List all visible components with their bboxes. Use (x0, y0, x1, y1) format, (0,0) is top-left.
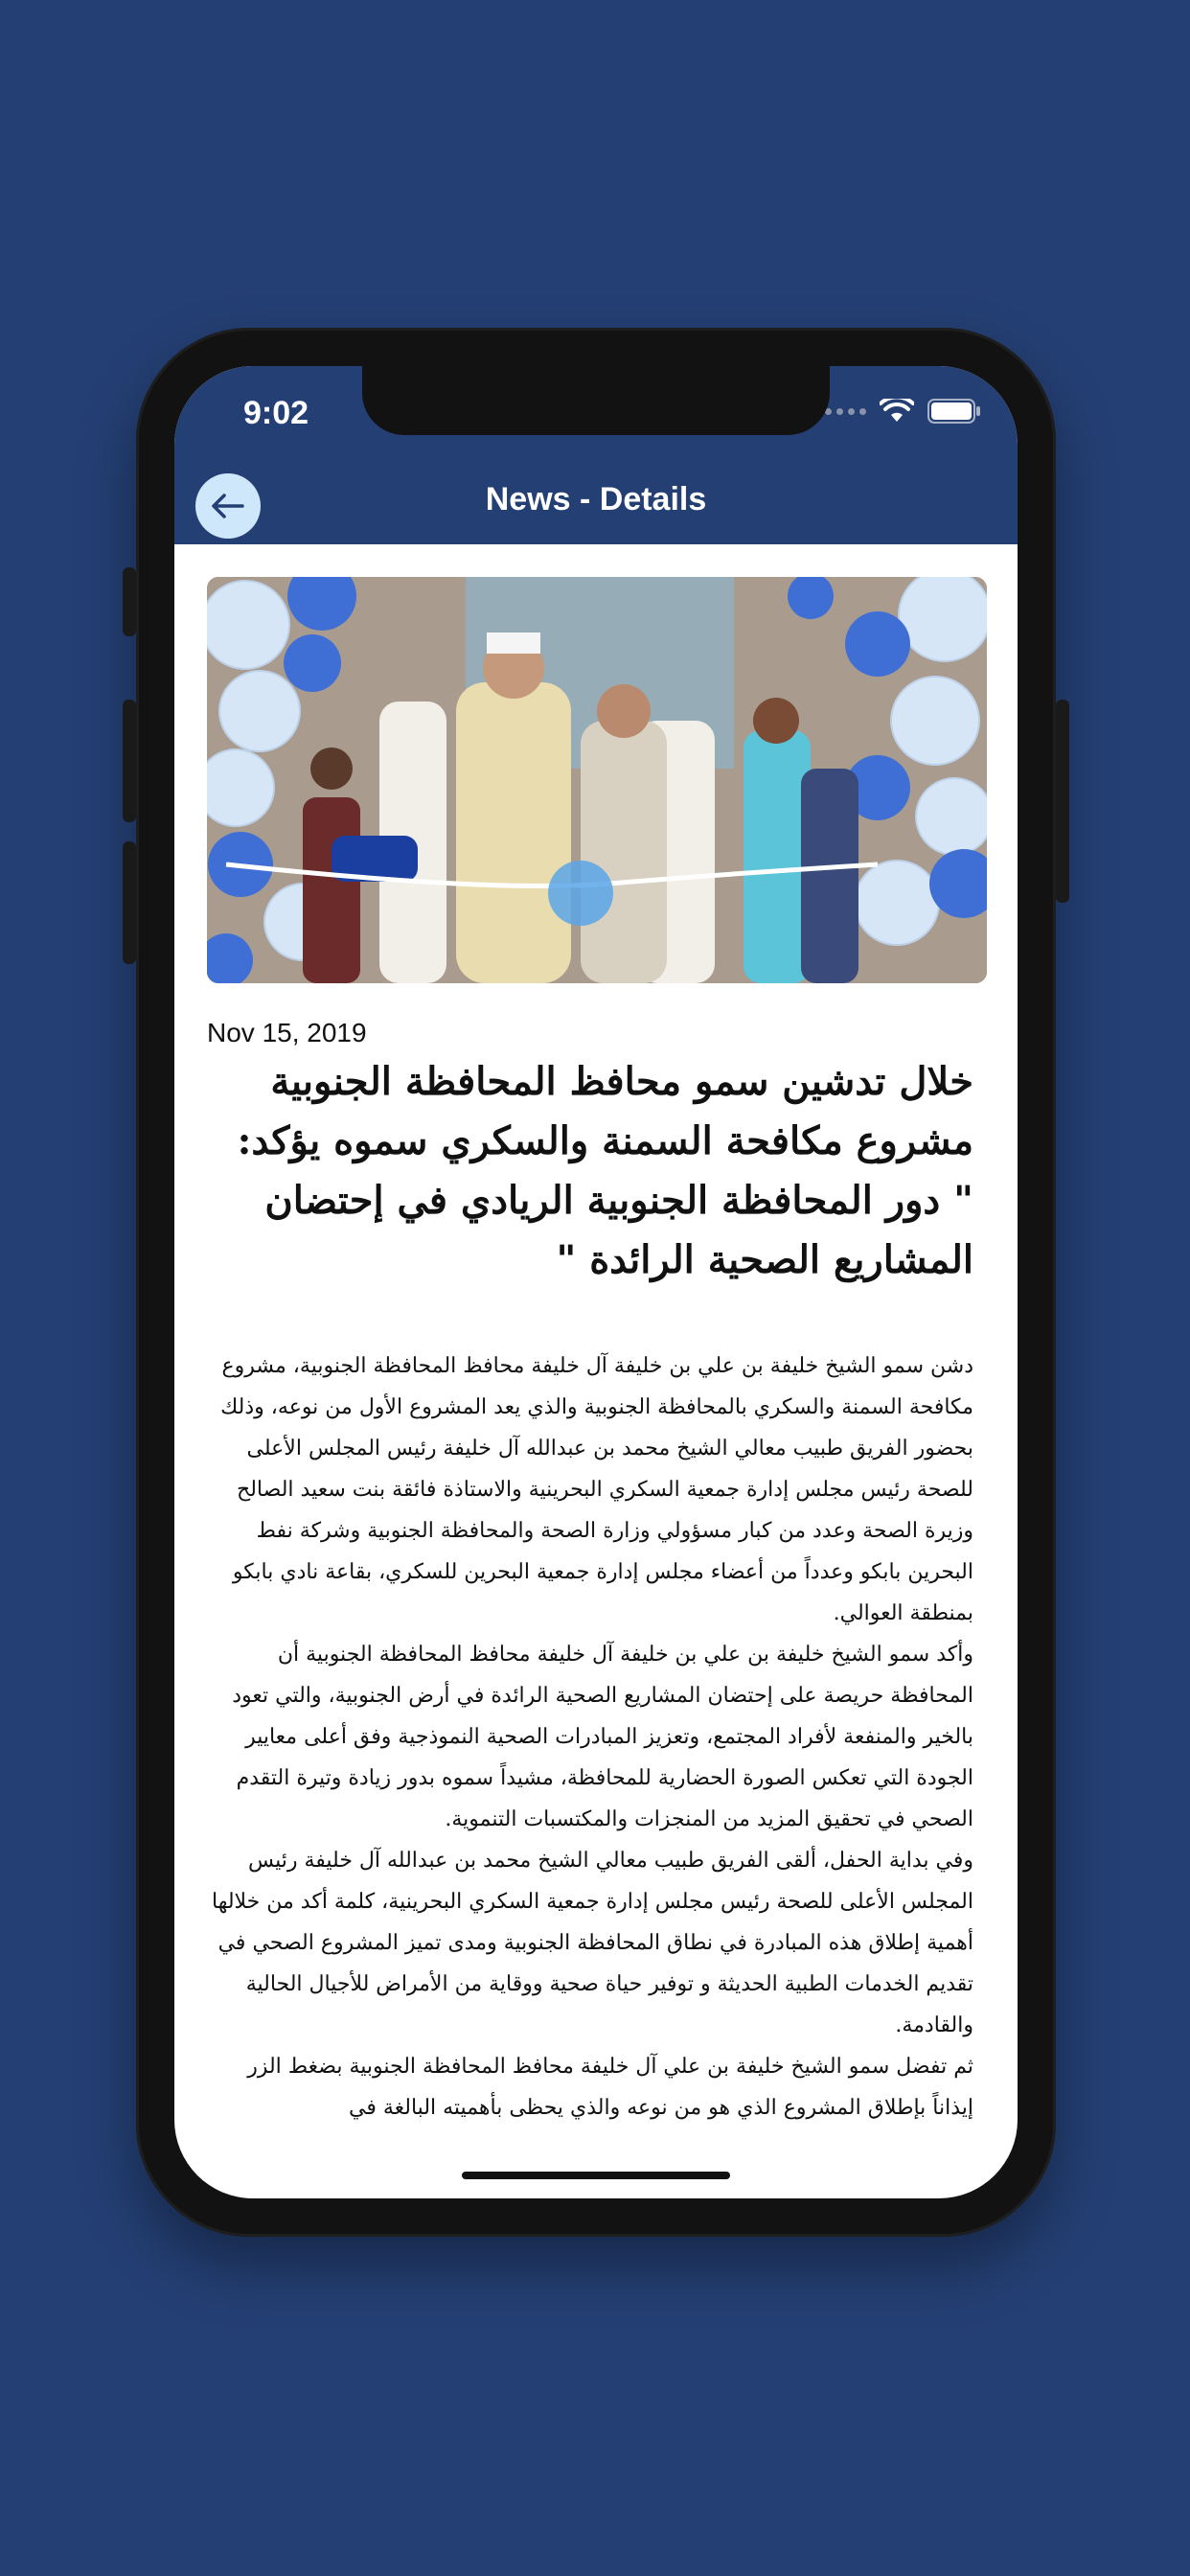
screen (174, 366, 1018, 2198)
notch (362, 366, 830, 435)
article-photo-illustration (207, 577, 987, 983)
volume-down-button (123, 841, 136, 964)
status-icons (825, 399, 981, 424)
article-body: دشن سمو الشيخ خليفة بن علي بن خليفة آل خليفة محافظ المحافظة الجنوبية، مشروع مكافحة السمنة والسكري بالمحافظة الجنوبية والذي يعد المشروع الأول من نوعه، وذلك بحضور الفريق طبيب معالي الشيخ محمد بن عبدالله آل خليفة رئيس المجلس الأعلى للصحة رئيس مجلس إدارة جمعية السكري البحرينية والاستاذة فائقة بنت سعيد الصالح وزيرة الصحة وعدد من كبار مسؤولي وزارة الصحة والمحافظة الجنوبية وشركة نفط البحرين بابكو وعدداً من أعضاء مجلس إدارة جمعية البحرين للسكري، بقاعة نادي بابكو بمنطقة العوالي. وأكد سمو الشيخ خليفة بن علي بن خليفة آل خليفة محافظ المحافظة الجنوبية أن المحافظة حريصة على إحتضان المشاريع الصحية الرائدة في أرض الجنوبية، والتي تعود بالخير والمنفعة لأفراد المجتمع، وتعزيز المبادرات الصحية النموذجية وفق أعلى معايير الجودة التي تعكس الصورة الحضارية للمحافظة، مشيداً سموه بدور زيادة وتيرة التقدم الصحي في تحقيق المزيد من المنجزات والمكتسبات التنموية. وفي بداية الحفل، ألقى الفريق طبيب معالي الشيخ محمد بن عبدالله آل خليفة رئيس المجلس الأعلى للصحة رئيس مجلس إدارة جمعية السكري البحرينية، كلمة أكد من خلالها أهمية إطلاق هذه المبادرة في نطاق المحافظة الجنوبية ومدى تميز المشروع الصحي في تقديم الخدمات الطبية الحديثة و توفير حياة صحية ووقاية من الأمراض للأجيال الحالية والقادمة. ثم تفضل سمو الشيخ خليفة بن علي آل خليفة محافظ المحافظة الجنوبية بضغط الزر إيذاناً بإطلاق المشروع الذي هو من نوعه والذي يحظى بأهميته البالغة في (212, 1354, 973, 2120)
mute-switch (123, 567, 136, 636)
power-button (1056, 700, 1069, 903)
battery-icon (927, 399, 981, 424)
article-headline: خلال تدشين سمو محافظ المحافظة الجنوبية مشروع مكافحة السمنة والسكري سموه يؤكد: " دور المحافظة الجنوبية الريادي في إحتضان المشاريع الصحية الرائدة " (237, 1059, 973, 1282)
article-date: Nov 15, 2019 (207, 1018, 367, 1047)
status-time: 9:02 (243, 395, 309, 431)
article-content[interactable] (174, 544, 1018, 2198)
article-image (207, 577, 987, 983)
volume-up-button (123, 700, 136, 822)
home-indicator[interactable] (462, 2172, 730, 2179)
phone-frame (136, 328, 1056, 2237)
wifi-icon (880, 399, 914, 424)
signal-dots-icon (825, 408, 866, 415)
page-title: News - Details (485, 481, 707, 518)
